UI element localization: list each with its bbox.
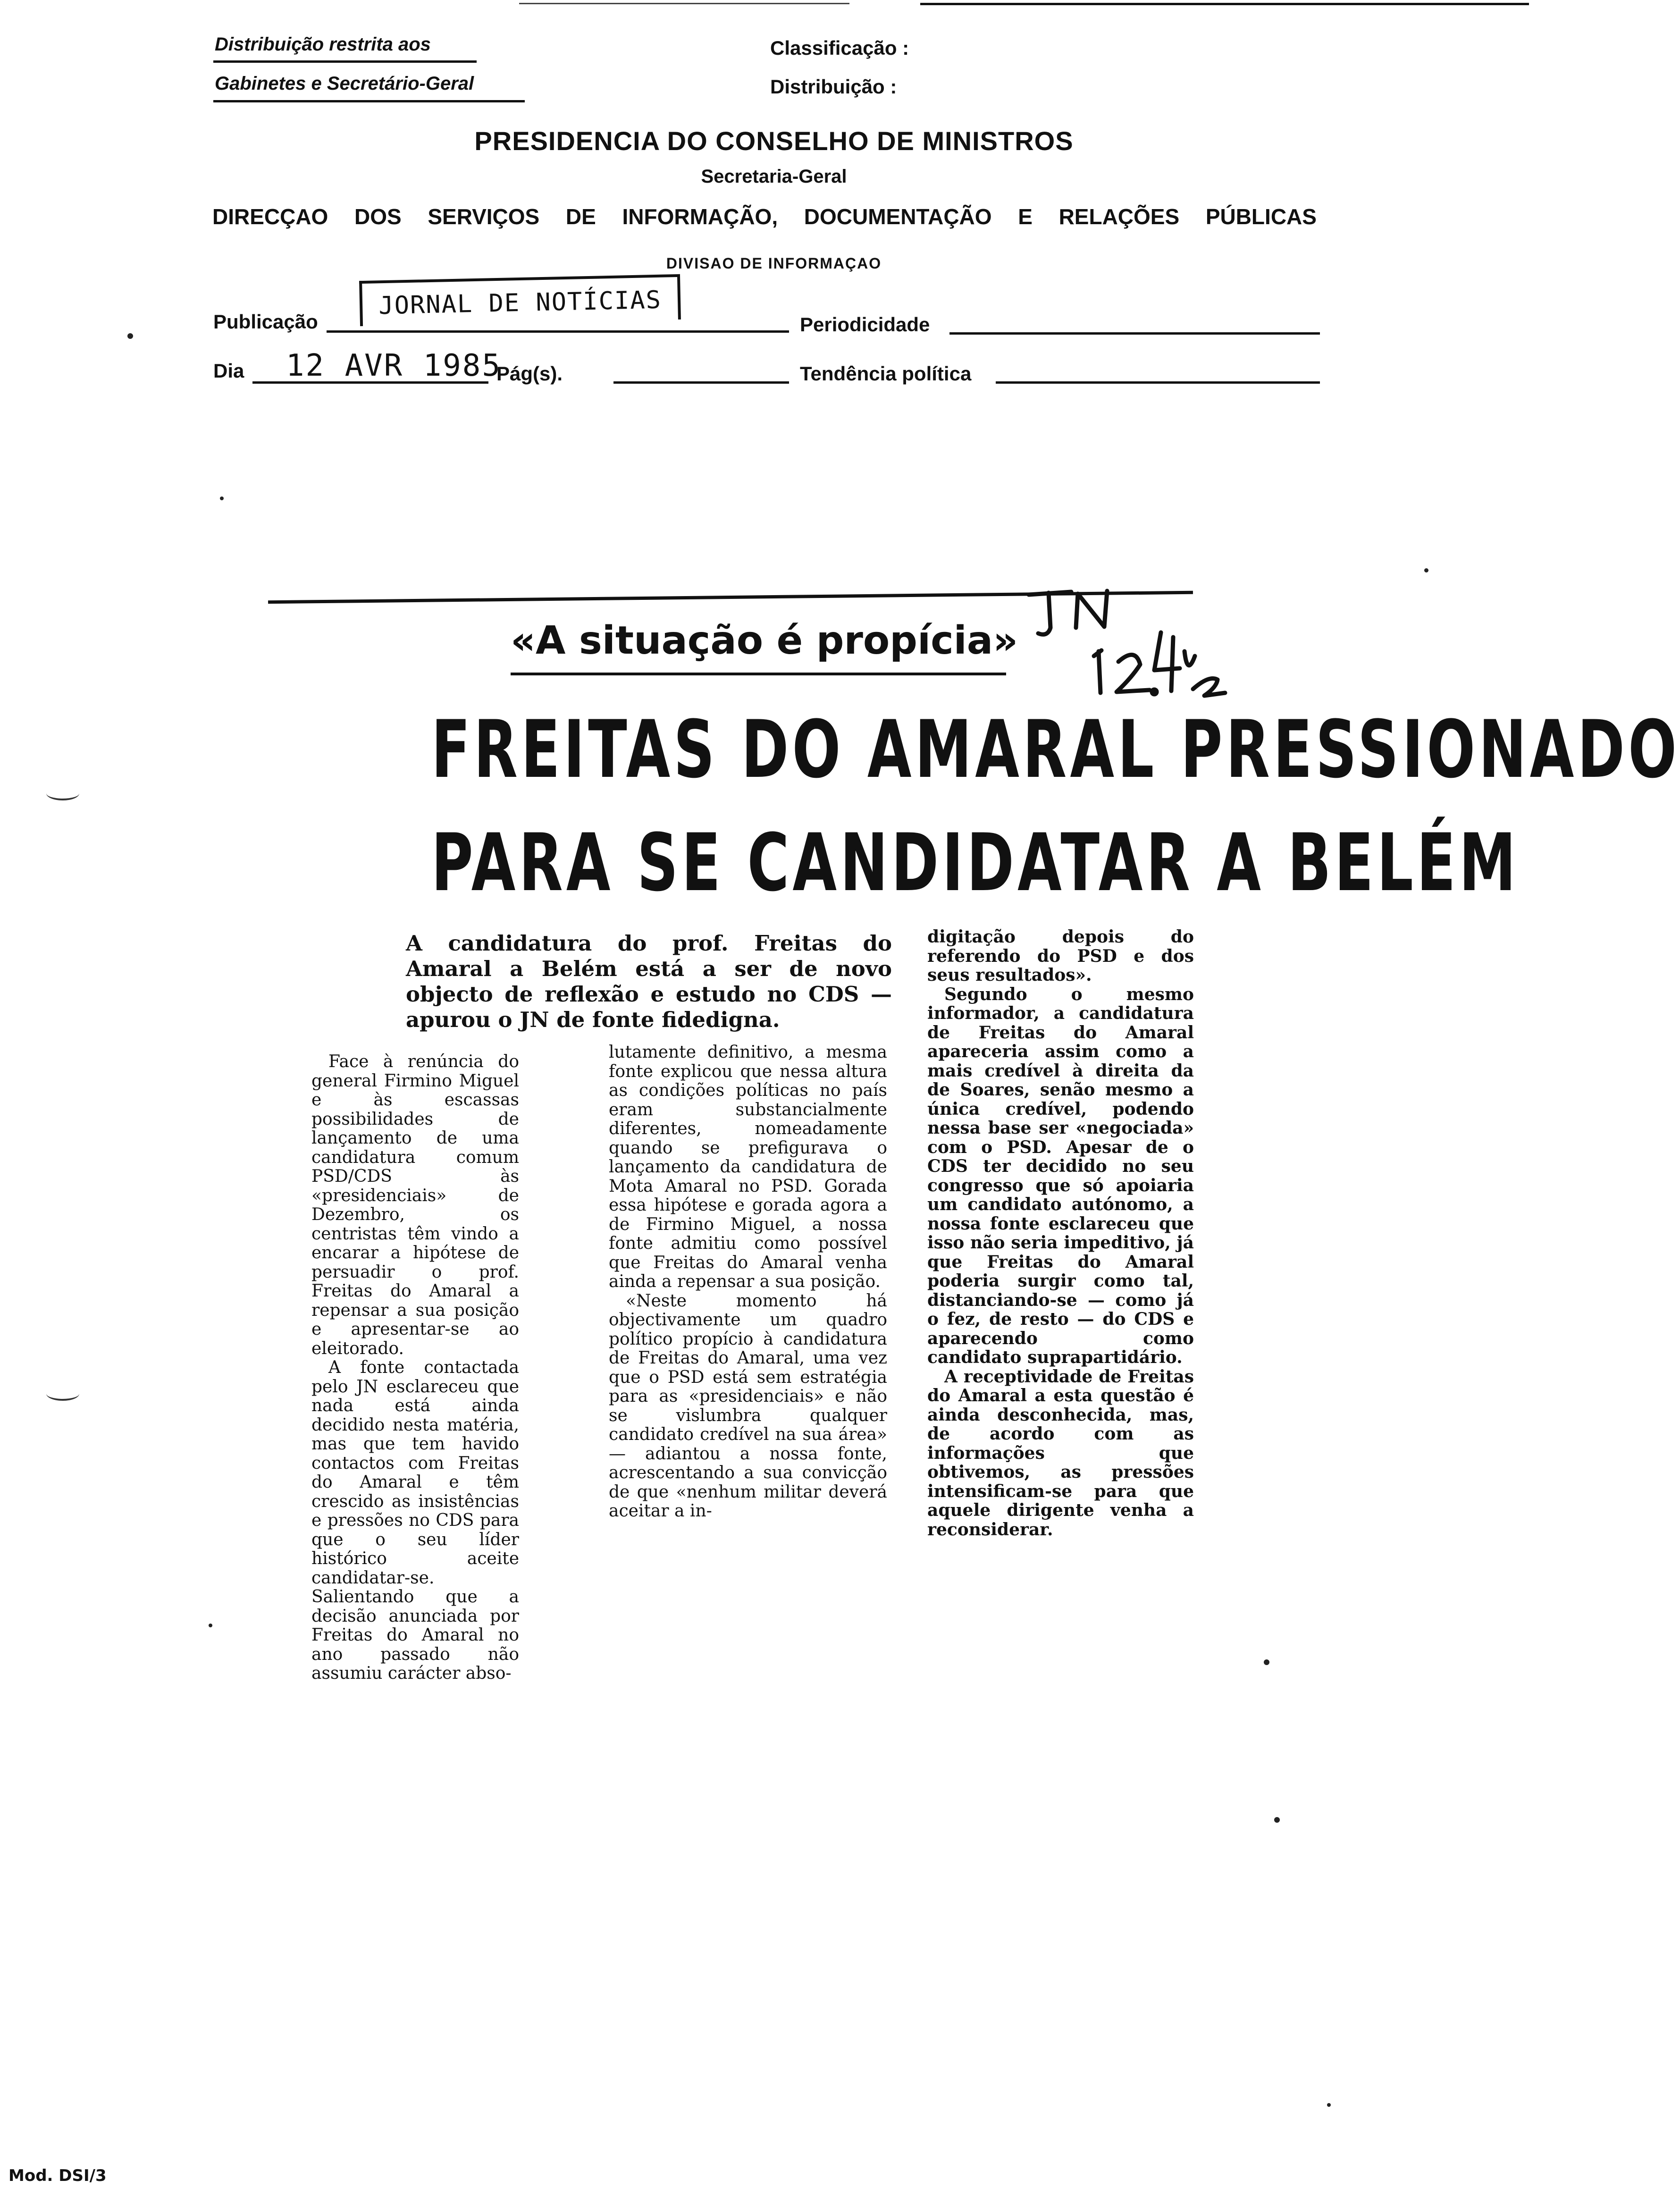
tendency-field-line <box>996 381 1320 384</box>
headline-line1: FREITAS DO AMARAL PRESSIONADO <box>431 703 1680 796</box>
scan-speck <box>1327 2103 1331 2107</box>
directorate-word: DOS <box>354 204 402 229</box>
directorate-word: INFORMAÇÃO, <box>622 204 778 229</box>
article-column-1 <box>311 1052 519 1683</box>
periodicity-field-line <box>949 332 1320 335</box>
kicker-underline <box>511 673 1006 675</box>
article-paragraph: A receptividade de Freitas do Amaral a esta questão é ainda desconhecida, mas, de acordo com as informações que obtivemos, as pressões intensificam-se para que aquele dirigente venha a reconsiderar. <box>927 1366 1194 1540</box>
publication-label: Publicação <box>213 311 318 333</box>
classification-label: Classificação : <box>770 37 909 59</box>
scan-speck <box>1264 1659 1269 1665</box>
publication-field-line <box>327 330 789 333</box>
article-paragraph: digitação depois do referendo do PSD e dos seus resultados». <box>927 927 1194 985</box>
article-column-3 <box>927 927 1194 1539</box>
scan-speck <box>1424 568 1428 572</box>
restricted-distribution-line2: Gabinetes e Secretário-Geral <box>215 73 474 94</box>
division-label: DIVISAO DE INFORMAÇAO <box>666 255 882 272</box>
tendency-label: Tendência política <box>800 362 972 385</box>
directorate-word: PÚBLICAS <box>1205 204 1317 229</box>
article-paragraph: «Neste momento há objectivamente um quadro político propício à candidatura de Freitas do Amaral, uma vez que o PSD está sem estratégia para as «presidenciais» e não se vislumbra qualquer candidato credível na sua área» — adiantou a nossa fonte, acrescentando a sua convicção de que «nenhum militar deverá aceitar a in- <box>609 1291 887 1521</box>
article-paragraph: Segundo o mesmo informador, a candidatura de Freitas do Amaral apareceria assim como a mais credível à direita da de Soares, senão mesmo a única credível, podendo nessa base ser «negociada» com o PSD. Apesar de o CDS ter decidido no seu congresso que só apoiaria um candidato autónomo, a nossa fonte esclareceu que isso não seria impeditivo, já que Freitas do Amaral poderia surgir como tal, distanciando-se — como já o fez, de resto — do CDS e aparecendo como candidato suprapartidário. <box>927 984 1194 1367</box>
article-column-2 <box>609 1043 887 1521</box>
directorate-word: DIRECÇAO <box>212 204 328 229</box>
pages-label: Pág(s). <box>496 362 563 385</box>
directorate-line <box>212 204 1317 229</box>
periodicity-label: Periodicidade <box>800 313 930 336</box>
article-paragraph: lutamente definitivo, a mesma fonte explicou que nessa altura as condições políticas no país eram substancialmente diferentes, nomeadamente quando se prefigurava o lançamento da candidatura de Mota Amaral no PSD. Gorada essa hipótese e gorada agora a de Firmino Miguel, a nossa fonte admitiu como possível que Freitas do Amaral venha ainda a repensar a sua posição. <box>609 1043 887 1291</box>
article-kicker: «A situação é propícia» <box>511 618 1018 663</box>
article-lead: A candidatura do prof. Freitas do Amaral a Belém está a ser de novo objecto de reflexão e estudo no CDS — apurou o JN de fonte fidedigna. <box>406 931 892 1032</box>
directorate-word: RELAÇÕES <box>1058 204 1180 229</box>
scan-speck <box>209 1624 212 1627</box>
scan-edge-line <box>519 3 849 4</box>
article-paragraph: A fonte contactada pelo JN esclareceu que nada está ainda decidido nesta matéria, mas que tem havido contactos com Freitas do Amaral e têm crescido as insistências e pressões no CDS para que o seu líder histórico aceite candidatar-se. Salientando que a decisão anunciada por Freitas do Amaral no ano passado não assumiu carácter abso- <box>311 1358 519 1683</box>
directorate-word: DOCUMENTAÇÃO <box>804 204 992 229</box>
pages-field-line <box>613 381 789 384</box>
date-stamp: 12 AVR 1985 <box>286 348 502 383</box>
day-label: Dia <box>213 360 244 382</box>
form-model-code: Mod. DSI/3 <box>8 2166 107 2185</box>
article-paragraph: Face à renúncia do general Firmino Miguel e às escassas possibilidades de lançamento de uma candidatura comum PSD/CDS às «presidenciais» de Dezembro, os centristas têm vindo a encarar a hipótese de persuadir o prof. Freitas do Amaral a repensar a sua posição e apresentar-se ao eleitorado. <box>311 1052 519 1358</box>
underline <box>213 100 525 102</box>
distribution-label: Distribuição : <box>770 76 897 98</box>
secretariat-subtitle: Secretaria-Geral <box>701 166 847 187</box>
scan-speck <box>127 333 133 339</box>
directorate-word: E <box>1018 204 1033 229</box>
restricted-distribution-line1: Distribuição restrita aos <box>215 34 431 55</box>
page-title: PRESIDENCIA DO CONSELHO DE MINISTROS <box>474 126 1074 156</box>
handwritten-annotation <box>1019 581 1227 699</box>
headline-line2: PARA SE CANDIDATAR A BELÉM <box>431 816 1520 909</box>
fold-crease <box>46 786 79 800</box>
scan-speck <box>1274 1817 1280 1823</box>
publication-stamp: JORNAL DE NOTÍCIAS <box>359 274 681 326</box>
fold-crease <box>46 1387 79 1401</box>
directorate-word: DE <box>565 204 596 229</box>
underline <box>213 60 477 63</box>
directorate-word: SERVIÇOS <box>428 204 540 229</box>
scan-speck <box>220 497 224 500</box>
scan-edge-line <box>920 3 1529 5</box>
